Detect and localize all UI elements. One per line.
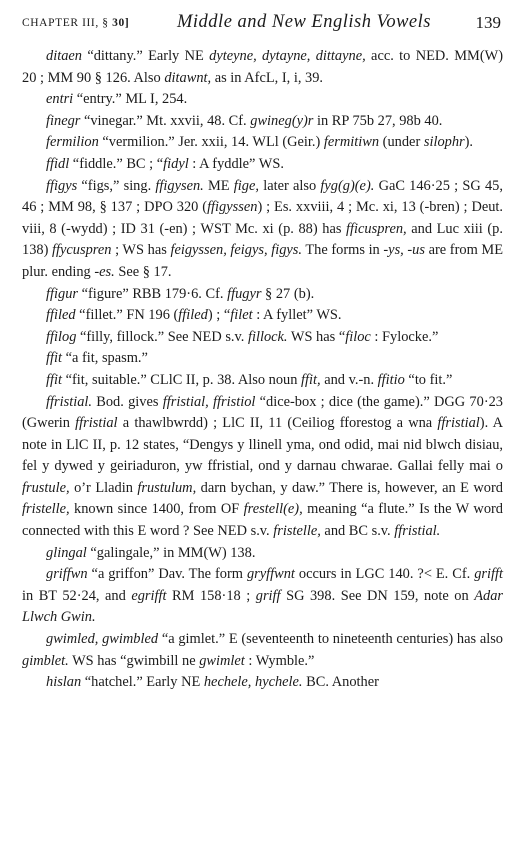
section-number: 30] (112, 17, 130, 29)
glossary-entry (22, 111, 503, 133)
glossary-entry (22, 154, 503, 176)
italic-term: ffitio (377, 371, 405, 388)
italic-term: grifft (474, 566, 503, 583)
entry-text: acc. to NED. MM(W) 20 ; MM 90 § 126. Also (22, 48, 503, 86)
entry-text: are from ME plur. ending (22, 242, 503, 280)
running-header (22, 0, 503, 46)
glossary-entry (22, 370, 503, 392)
entry-text: occurs in LGC 140. ?< E. Cf. (294, 566, 475, 583)
entry-text: “fillet.” FN 196 ( (75, 307, 179, 324)
glossary-entry (22, 305, 503, 327)
italic-term: frustulum, (137, 479, 197, 496)
italic-term: ffilog (46, 328, 77, 345)
entry-text: ) ; “ (207, 307, 231, 324)
italic-term: gwineg(y)r (250, 112, 314, 129)
entry-text: WS has “ (287, 328, 346, 345)
glossary-entry (22, 543, 503, 565)
italic-term: ffigys (46, 177, 78, 194)
entry-text: “dice-box ; dice (the game).” DGG 70·23 (Gwerin (22, 393, 504, 432)
italic-term: ffycuspren (52, 242, 112, 259)
italic-term: ffit (46, 371, 62, 388)
entry-text: meaning “a flute.” Is the W word connected with this E word ? See NED s.v. (22, 501, 504, 540)
italic-term: fige, (233, 177, 259, 194)
entry-text: “fit, suitable.” CLlC II, p. 38. Also noun (62, 371, 302, 388)
entry-text: : Fylocke.” (370, 328, 439, 345)
entry-text: later also (258, 177, 321, 194)
entry-text: as in AfcL, I, i, 39. (211, 69, 324, 86)
entry-text: (under (379, 134, 424, 151)
italic-term: gryffwnt (246, 566, 295, 583)
glossary-entry (22, 629, 503, 672)
entry-text: RM 158·18 ; (166, 587, 256, 604)
entry-text: Bod. gives (91, 393, 163, 410)
italic-term: ffugyr (227, 285, 262, 302)
entry-text: “a fit, spasm.” (62, 350, 148, 367)
italic-term: finegr (46, 112, 81, 129)
italic-term: ffit (46, 350, 62, 367)
glossary-entry (22, 46, 503, 89)
entry-text: GaC 146·25 ; SG 45, 46 ; MM 98, § 137 ; DPO 320 ( (22, 177, 503, 216)
entry-text: ). A note in LlC II, p. 12 states, “Dengys y llinell yma, ond odid, mai nid blwch disiau, fel y dywed y geiriaduron, yw ffristial, ond y darnau chwarae. Gallai felly mai o (22, 415, 503, 475)
running-title: Middle and New English Vowels (177, 12, 431, 32)
italic-term: griffwn (46, 566, 88, 583)
italic-term: hechele, hychele. (203, 674, 303, 691)
entry-text: : A fyllet” WS. (252, 307, 342, 324)
glossary-entry (22, 564, 503, 629)
entry-text: “entry.” ML I, 254. (73, 91, 188, 108)
entry-text: known since 1400, from OF (69, 501, 244, 518)
entry-text: “vermilion.” Jer. xxii, 14. WLl (Geir.) (98, 134, 324, 151)
italic-term: ffristial (437, 415, 480, 432)
entry-text: WS has “gwimbill ne (68, 652, 200, 669)
italic-term: ffidl (46, 155, 70, 172)
page-number: 139 (475, 13, 501, 32)
glossary-entry (22, 89, 503, 111)
entry-text: “fiddle.” BC ; “ (69, 155, 164, 172)
entry-text: “to fit.” (404, 371, 453, 388)
italic-term: fyg(g)(e). (320, 177, 375, 194)
entry-text: ) ; Es. xxviii, 4 ; Mc. xi, 13 (-bren) ; Deut. viii, 8 (-wydd) ; ID 31 (-en) ; WST Mc. xi (p. 88) has (22, 199, 504, 237)
entry-text: ; WS has (111, 242, 171, 259)
entry-text: : Wymble.” (244, 652, 315, 669)
italic-term: -es. (94, 263, 115, 280)
entry-text: See § 17. (114, 263, 172, 280)
italic-term: feigyssen, feigys, figys. (170, 242, 302, 259)
entry-text: The forms in (302, 242, 384, 259)
italic-term: gimblet. (22, 652, 69, 669)
entry-text: “figs,” sing. (77, 177, 156, 194)
entry-text: SG 398. See DN 159, note on (280, 587, 475, 604)
italic-term: frustule, (22, 479, 70, 496)
italic-term: ffristial. (394, 523, 441, 540)
italic-term: ffristial (75, 415, 118, 432)
italic-term: silophr (423, 134, 465, 151)
entry-text: and BC s.v. (320, 523, 395, 540)
entry-text: “figure” RBB 179·6. Cf. (78, 285, 228, 302)
italic-term: ffigysen. (155, 177, 204, 194)
entry-text: a thawlbwrdd) ; LlC II, 11 (Ceiliog fforestog a wna (117, 415, 438, 432)
entry-text: and Luc xiii (p. 138) (22, 220, 503, 259)
italic-term: frestell(e), (243, 501, 303, 518)
italic-term: ditaen (46, 48, 82, 64)
italic-term: filet (230, 307, 253, 324)
entry-text: o’r Lladin (69, 479, 138, 496)
italic-term: Adar Llwch Gwin. (22, 587, 503, 626)
italic-term: fficuspren, (346, 220, 407, 237)
italic-term: gwimlet (199, 652, 245, 669)
entry-text: “hatchel.” Early NE (81, 674, 204, 691)
entry-text: in RP 75b 27, 98b 40. (313, 112, 443, 129)
italic-term: hislan (46, 674, 82, 691)
italic-term: ffiled (178, 307, 208, 324)
italic-term: ffiled (46, 307, 76, 324)
italic-term: egrifft (131, 587, 167, 604)
italic-term: fristelle, (273, 523, 321, 540)
glossary-entry (22, 392, 503, 543)
italic-term: ffristial. (46, 393, 92, 410)
glossary-entry (22, 176, 503, 284)
italic-term: fristelle, (22, 501, 70, 518)
italic-term: ffigur (46, 285, 78, 302)
italic-term: fermilion (46, 134, 99, 151)
italic-term: ffit, (301, 371, 321, 388)
entry-text: darn bychan, y daw.” There is, however, an E word (196, 479, 503, 496)
entry-text: “dittany.” Early NE (81, 48, 210, 64)
entry-text: ME (203, 177, 234, 194)
italic-term: -ys, -us (383, 242, 425, 259)
chapter-section-label (22, 17, 129, 29)
entry-text: “filly, fillock.” See NED s.v. (76, 328, 248, 345)
glossary-entries (22, 46, 503, 694)
entry-text: “vinegar.” Mt. xxvii, 48. Cf. (80, 112, 251, 129)
chapter-label: CHAPTER III, § (22, 17, 109, 29)
italic-term: fillock. (247, 328, 288, 345)
italic-term: ditawnt, (164, 69, 212, 86)
italic-term: fidyl (163, 155, 189, 172)
entry-text: : A fyddle” WS. (188, 155, 284, 172)
glossary-entry (22, 672, 503, 694)
glossary-entry (22, 327, 503, 349)
entry-text: § 27 (b). (261, 285, 315, 302)
italic-term: gwimled, gwimbled (46, 631, 159, 648)
italic-term: griff (255, 587, 281, 604)
entry-text: “a gimlet.” E (seventeenth to nineteenth centuries) has also (158, 631, 504, 648)
glossary-entry (22, 132, 503, 154)
glossary-entry (22, 284, 503, 306)
entry-text: “galingale,” in MM(W) 138. (86, 544, 256, 561)
italic-term: glingal (46, 544, 87, 561)
entry-text: “a griffon” Dav. The form (87, 566, 247, 583)
entry-text: and v.-n. (320, 371, 378, 388)
entry-text: BC. Another (302, 674, 379, 691)
entry-text: in BT 52·24, and (22, 587, 132, 604)
italic-term: dyteyne, dytayne, dittayne, (209, 48, 366, 64)
italic-term: entri (46, 91, 74, 108)
italic-term: ffristial, ffristiol (162, 393, 256, 410)
italic-term: fermitiwn (323, 134, 380, 151)
glossary-entry (22, 348, 503, 370)
italic-term: ffigyssen (207, 199, 258, 216)
italic-term: filoc (345, 328, 371, 345)
entry-text: ). (464, 134, 474, 151)
